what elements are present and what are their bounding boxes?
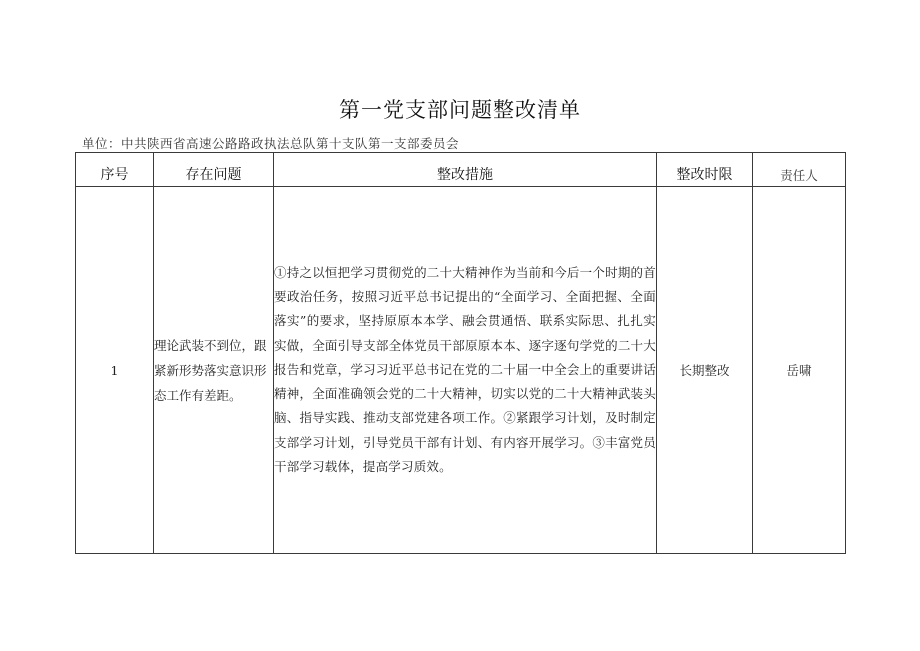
unit-line: 单位：中共陕西省高速公路路政执法总队第十支队第一支部委员会 bbox=[82, 136, 460, 151]
cell-owner: 岳啸 bbox=[753, 187, 846, 554]
cell-no: 1 bbox=[76, 187, 154, 554]
header-issue: 存在问题 bbox=[154, 153, 274, 187]
document-title: 第一党支部问题整改清单 bbox=[339, 98, 581, 122]
rectification-table bbox=[75, 152, 846, 554]
table-row bbox=[76, 187, 846, 554]
header-deadline: 整改时限 bbox=[657, 153, 753, 187]
table-header-row bbox=[76, 153, 846, 187]
header-no: 序号 bbox=[76, 153, 154, 187]
cell-issue: 理论武装不到位，跟紧新形势落实意识形态工作有差距。 bbox=[154, 187, 274, 554]
header-owner: 责任人 bbox=[753, 153, 846, 187]
cell-deadline: 长期整改 bbox=[657, 187, 753, 554]
cell-measure: ①持之以恒把学习贯彻党的二十大精神作为当前和今后一个时期的首要政治任务，按照习近平总书记提出的“全面学习、全面把握、全面落实”的要求，坚持原原本本学、融会贯通悟、联系实际思、扎扎实实做，全面引导支部全体党员干部原原本本、逐字逐句学党的二十大报告和党章，学习习近平总书记在党的二十届一中全会上的重要讲话精神，全面准确领会党的二十大精神，切实以党的二十大精神武装头脑、指导实践、推动支部党建各项工作。②紧跟学习计划，及时制定支部学习计划，引导党员干部有计划、有内容开展学习。③丰富党员干部学习载体，提高学习质效。 bbox=[274, 187, 657, 554]
header-measure: 整改措施 bbox=[274, 153, 657, 187]
